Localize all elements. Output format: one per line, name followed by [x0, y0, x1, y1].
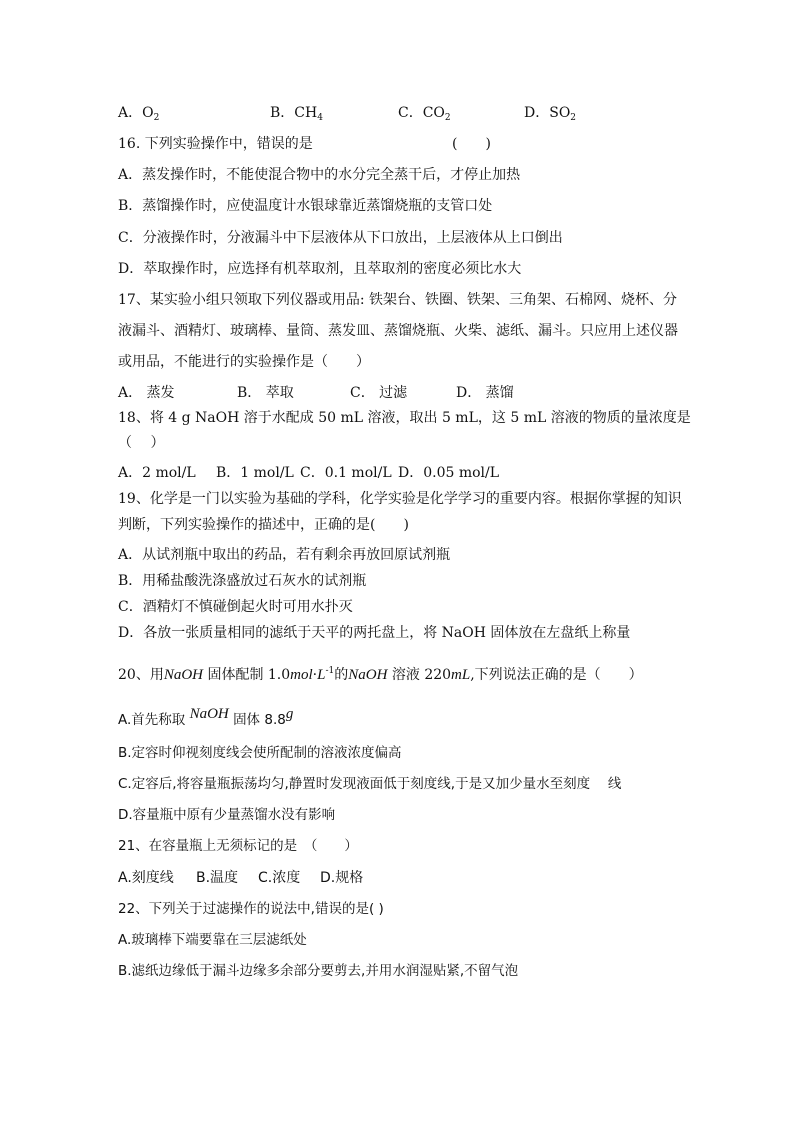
- q20-option-b: B.定容时仰视刻度线会使所配制的溶液浓度偏高: [118, 745, 402, 761]
- q21-option-c: C.浓度: [258, 870, 301, 886]
- q19-option-a: A．从试剂瓶中取出的药品，若有剩余再放回原试剂瓶: [118, 547, 451, 563]
- q18-option-b: B．1 mol/L: [216, 465, 294, 481]
- q15-option-d: D．$SO_2$: [524, 105, 577, 123]
- q17-stem-line-2: 液漏斗、酒精灯、玻璃棒、量筒、蒸发皿、蒸馏烧瓶、火柴、滤纸、漏斗。只应用上述仪器: [118, 323, 678, 339]
- q21-stem: 21、在容量瓶上无须标记的是 （ ）: [118, 838, 358, 854]
- q16-option-c: C．分液操作时，分液漏斗中下层液体从下口放出，上层液体从上口倒出: [118, 230, 563, 246]
- q20-option-c: C.定容后,将容量瓶振荡均匀,静置时发现液面低于刻度线,于是又加少量水至刻度 线: [118, 776, 622, 792]
- q17-option-a: A． 蒸发: [118, 385, 175, 401]
- q22-stem: 22、下列关于过滤操作的说法中,错误的是( ): [118, 901, 384, 917]
- q15-option-a: A．$O_2$: [118, 105, 160, 123]
- q17-option-b: B． 萃取: [237, 385, 294, 401]
- q16-answer-paren: ( ): [452, 136, 491, 152]
- q17-stem-line-1: 17、某实验小组只领取下列仪器或用品: 铁架台、铁圈、铁架、三角架、石棉网、烧杯、分: [118, 292, 677, 308]
- q20-stem: 20、用NaOH 固体配制 $1.0mol\cdot L^{-1}$的NaOH 溶液 220mL,下列说法正确的是（ ）: [118, 666, 643, 683]
- q20-option-a-naoh: NaOH: [189, 706, 229, 722]
- q19-stem-line-1: 19、化学是一门以实验为基础的学科，化学实验是化学学习的重要内容。根据你掌握的知识: [118, 491, 682, 507]
- q20-option-a: A.首先称取 NaOH 固体 8.8g: [118, 706, 294, 728]
- q19-option-b: B．用稀盐酸洗涤盛放过石灰水的试剂瓶: [118, 573, 367, 589]
- q18-answer-paren: （ ）: [118, 435, 165, 451]
- q21-option-b: B.温度: [196, 870, 239, 886]
- q19-stem-line-2: 判断，下列实验操作的描述中，正确的是( ): [118, 517, 409, 533]
- q22-option-a: A.玻璃棒下端要靠在三层滤纸处: [118, 932, 307, 948]
- q22-option-b: B.滤纸边缘低于漏斗边缘多余部分要剪去,并用水润湿贴紧,不留气泡: [118, 963, 519, 979]
- q17-stem-line-3: 或用品，不能进行的实验操作是（ ）: [118, 354, 370, 370]
- q17-option-c: C． 过滤: [350, 385, 408, 401]
- q17-option-d: D． 蒸馏: [456, 385, 514, 401]
- q15-option-c: C．$CO_2$: [398, 105, 451, 123]
- q18-option-a: A．2 mol/L: [118, 465, 196, 481]
- q19-option-c: C．酒精灯不慎碰倒起火时可用水扑灭: [118, 599, 353, 615]
- q21-option-a: A.刻度线: [118, 870, 174, 886]
- q20-option-d: D.容量瓶中原有少量蒸馏水没有影响: [118, 807, 336, 823]
- q16-option-a: A．蒸发操作时，不能使混合物中的水分完全蒸干后，才停止加热: [118, 167, 521, 183]
- q21-option-d: D.规格: [320, 870, 364, 886]
- q20-naoh-formula-2: NaOH: [348, 667, 388, 683]
- q16-stem: 16. 下列实验操作中，错误的是: [118, 136, 313, 152]
- q18-stem: 18、将 4 g NaOH 溶于水配成 50 mL 溶液，取出 5 mL，这 5 mL 溶液的物质的量浓度是: [118, 410, 691, 426]
- q20-naoh-formula: NaOH: [163, 667, 203, 683]
- q18-option-d: D．0.05 mol/L: [398, 465, 500, 481]
- q19-option-d: D．各放一张质量相同的滤纸于天平的两托盘上，将 NaOH 固体放在左盘纸上称量: [118, 625, 631, 641]
- q18-option-c: C．0.1 mol/L: [300, 465, 392, 481]
- q16-option-b: B．蒸馏操作时，应使温度计水银球靠近蒸馏烧瓶的支管口处: [118, 198, 493, 214]
- q15-option-b: B．$CH_4$: [270, 105, 323, 123]
- q16-option-d: D．萃取操作时，应选择有机萃取剂，且萃取剂的密度必须比水大: [118, 261, 522, 277]
